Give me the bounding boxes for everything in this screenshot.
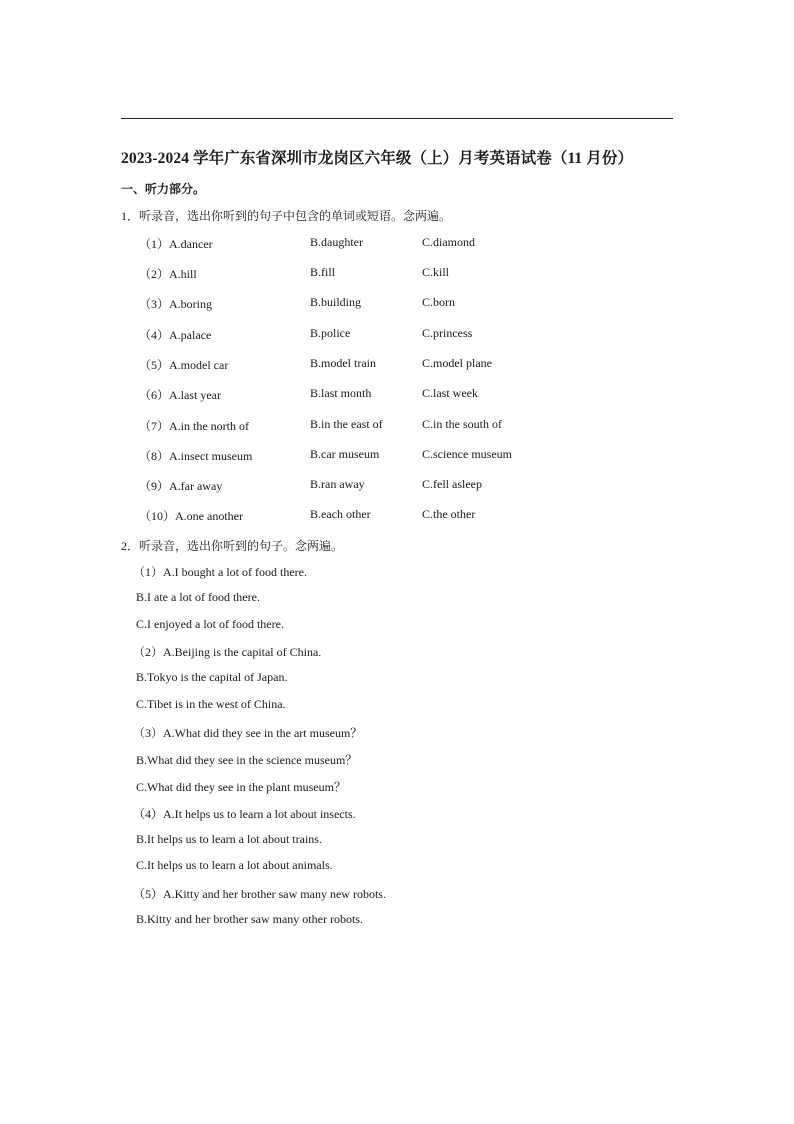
option-c: C.fell asleep xyxy=(422,477,482,491)
option-a: （1）A.dancer xyxy=(139,237,213,251)
option-b: B.car museum xyxy=(310,447,380,461)
option-b: B.daughter xyxy=(310,235,363,249)
option-c: C.diamond xyxy=(422,235,475,249)
option-c: C.science museum xyxy=(422,447,512,461)
sentence-option: B.What did they see in the science museum？ xyxy=(136,753,358,767)
sentence-option: （3）A.What did they see in the art museum？ xyxy=(133,726,363,740)
option-row xyxy=(0,235,794,251)
sentence-option: C.Tibet is in the west of China. xyxy=(136,697,286,711)
sentence-option: （1）A.I bought a lot of food there. xyxy=(133,565,307,579)
question-2-instruction: 2．听录音，选出你听到的句子。念两遍。 xyxy=(121,539,344,553)
option-c: C.the other xyxy=(422,507,476,521)
option-row xyxy=(0,417,794,433)
option-row xyxy=(0,265,794,281)
option-b: B.fill xyxy=(310,265,336,279)
question-1-instruction: 1．听录音，选出你听到的句子中包含的单词或短语。念两遍。 xyxy=(121,209,452,223)
option-a: （10）A.one another xyxy=(139,509,243,523)
option-a: （7）A.in the north of xyxy=(139,419,249,433)
option-c: C.princess xyxy=(422,326,473,340)
option-b: B.building xyxy=(310,295,362,309)
sentence-option: B.I ate a lot of food there. xyxy=(136,590,260,604)
section-heading: 一、听力部分。 xyxy=(121,182,206,196)
option-a: （4）A.palace xyxy=(139,328,212,342)
sentence-option: （5）A.Kitty and her brother saw many new robots. xyxy=(133,887,386,901)
option-c: C.kill xyxy=(422,265,450,279)
option-row xyxy=(0,356,794,372)
sentence-option: B.Tokyo is the capital of Japan. xyxy=(136,670,288,684)
option-b: B.police xyxy=(310,326,351,340)
page-title: 2023-2024 学年广东省深圳市龙岗区六年级（上）月考英语试卷（11 月份） xyxy=(121,150,634,167)
sentence-option: C.What did they see in the plant museum？ xyxy=(136,780,346,794)
sentence-option: C.It helps us to learn a lot about animals. xyxy=(136,858,333,872)
option-row xyxy=(0,386,794,402)
sentence-option: C.I enjoyed a lot of food there. xyxy=(136,617,284,631)
option-c: C.model plane xyxy=(422,356,492,370)
option-row xyxy=(0,295,794,311)
option-b: B.last month xyxy=(310,386,372,400)
option-c: C.last week xyxy=(422,386,478,400)
option-a: （9）A.far away xyxy=(139,479,223,493)
option-a: （6）A.last year xyxy=(139,388,221,402)
option-c: C.in the south of xyxy=(422,417,502,431)
option-b: B.each other xyxy=(310,507,371,521)
option-row xyxy=(0,477,794,493)
option-b: B.ran away xyxy=(310,477,365,491)
option-row xyxy=(0,447,794,463)
option-b: B.model train xyxy=(310,356,376,370)
header-rule xyxy=(121,118,673,119)
option-a: （8）A.insect museum xyxy=(139,449,253,463)
option-c: C.born xyxy=(422,295,455,309)
option-a: （3）A.boring xyxy=(139,297,212,311)
option-row xyxy=(0,507,794,523)
sentence-option: （2）A.Beijing is the capital of China. xyxy=(133,645,322,659)
option-row xyxy=(0,326,794,342)
option-a: （5）A.model car xyxy=(139,358,229,372)
option-b: B.in the east of xyxy=(310,417,383,431)
sentence-option: （4）A.It helps us to learn a lot about insects. xyxy=(133,807,356,821)
sentence-option: B.It helps us to learn a lot about trains. xyxy=(136,832,322,846)
sentence-option: B.Kitty and her brother saw many other robots. xyxy=(136,912,363,926)
option-a: （2）A.hill xyxy=(139,267,197,281)
